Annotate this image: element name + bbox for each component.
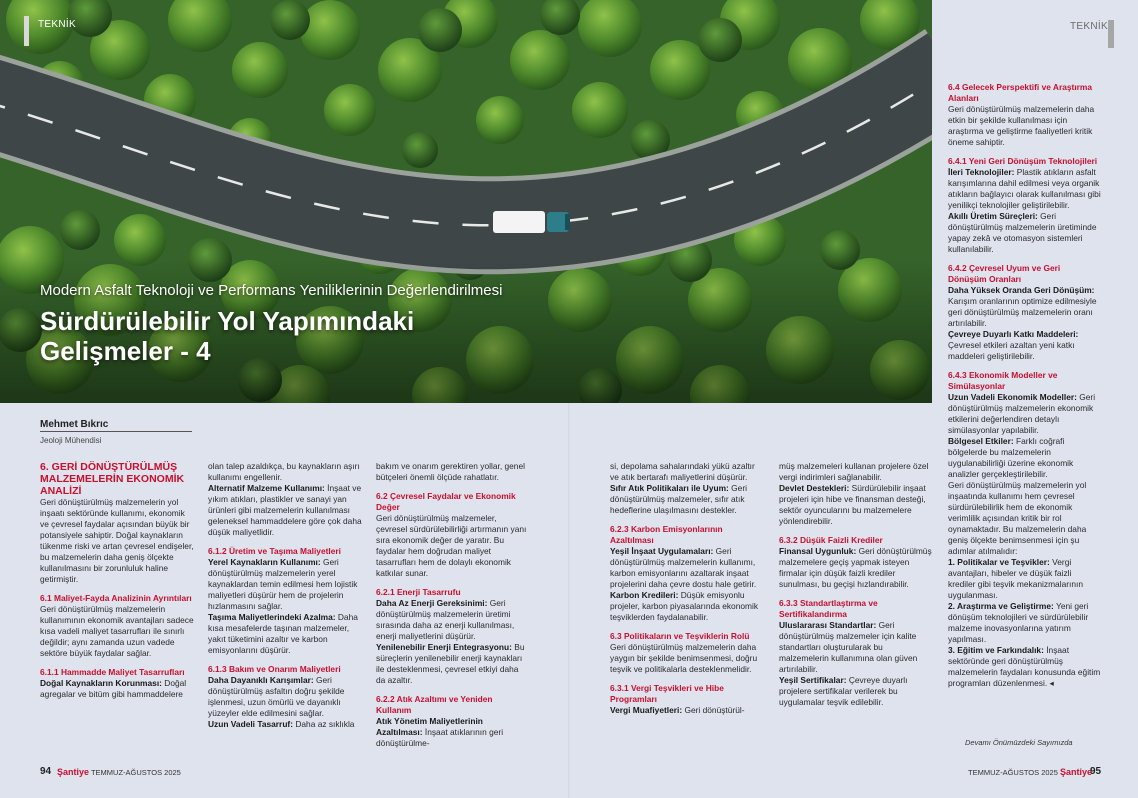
paragraph: Geri dönüştürülmüş malzemelerin daha yaygın bir şekilde benimsenmesi, doğru teşvik ve politikalarla desteklenmelidir. xyxy=(610,642,758,674)
spacer xyxy=(779,590,933,598)
paragraph-body: Bu süreçlerin yenilenebilir enerji kaynakları ile desteklenmesi, çevresel etkiyi daha da azaltır. xyxy=(376,642,525,685)
labeled-paragraph xyxy=(948,645,1101,689)
labeled-paragraph xyxy=(376,642,530,686)
labeled-paragraph xyxy=(779,483,933,527)
article-title-line1: Sürdürülebilir Yol Yapımındaki xyxy=(40,306,415,336)
text-column-3 xyxy=(376,461,530,749)
paragraph-lead: Yenilenebilir Enerji Entegrasyonu: xyxy=(376,642,512,652)
paragraph: müş malzemeleri kullanan projelere özel vergi indirimleri sağlanabilir. xyxy=(779,461,929,482)
subsection-heading: 6.2 Çevresel Faydalar ve Ekonomik Değer xyxy=(376,491,516,512)
truck xyxy=(493,211,570,233)
author-role: Jeoloji Mühendisi xyxy=(40,436,102,445)
subsection-heading: 6.3.3 Standartlaştırma ve Sertifikalandırma xyxy=(779,598,878,619)
paragraph-lead: Doğal Kaynakların Korunması: xyxy=(40,678,162,688)
subsection-heading: 6.2.2 Atık Azaltımı ve Yeniden Kullanım xyxy=(376,694,493,715)
paragraph-lead: Daha Az Enerji Gereksinimi: xyxy=(376,598,488,608)
paragraph-body: Karışım oranlarının optimize edilmesiyle geri dönüştürülmüş malzemelerin oranı artırılabilir. xyxy=(948,296,1097,328)
subsection-heading: 6.3.1 Vergi Teşvikleri ve Hibe Programları xyxy=(610,683,724,704)
labeled-paragraph xyxy=(610,590,764,623)
paragraph-lead: Atık Yönetim Maliyetlerinin Azaltılması: xyxy=(376,716,483,737)
paragraph-lead: İleri Teknolojiler: xyxy=(948,167,1015,177)
subsection-heading: 6.1.1 Hammadde Maliyet Tasarrufları xyxy=(40,667,185,677)
paragraph-lead: 2. Araştırma ve Geliştirme: xyxy=(948,601,1054,611)
issue-date-left: TEMMUZ-AĞUSTOS 2025 xyxy=(90,768,181,777)
section-tab-marker-right xyxy=(1108,20,1114,48)
subsection-heading: 6.2.1 Enerji Tasarrufu xyxy=(376,587,461,597)
paragraph-lead: 1. Politikalar ve Teşvikler: xyxy=(948,557,1050,567)
spacer xyxy=(948,255,1101,263)
labeled-paragraph xyxy=(208,719,362,730)
section-label-right: TEKNİK xyxy=(1070,21,1108,32)
paragraph-body: Çevresel etkileri azaltan yeni katkı maddeleri geliştirilebilir. xyxy=(948,340,1075,361)
paragraph-lead: Daha Yüksek Oranda Geri Dönüşüm: xyxy=(948,285,1095,295)
paragraph: Geri dönüştürülmüş malzemelerin yol inşaatında kullanımı hem çevresel sürdürülebilirlik hem de ekonomik verimlilik açısından kritik bir rol oynamaktadır. Bu malzemelerin daha geniş ölçekte benimsenmesi için şu adımlar atılmalıdır: xyxy=(948,480,1087,556)
subsection-heading: 6.1.2 Üretim ve Taşıma Maliyetleri xyxy=(208,546,341,556)
article-title-line2: Gelişmeler - 4 xyxy=(40,336,211,366)
labeled-paragraph xyxy=(948,167,1101,211)
spacer xyxy=(610,516,764,524)
labeled-paragraph xyxy=(376,716,530,749)
paragraph-lead: Devlet Destekleri: xyxy=(779,483,850,493)
paragraph-body: Plastik atıkların asfalt karışımlarına dahil edilmesi veya organik atıkların bağlayıcı olarak kullanılması gibi yenilikçi teknolojiler geliştirilebilir. xyxy=(948,167,1101,210)
spacer xyxy=(948,362,1101,370)
paragraph-body: Daha az sıklıkla xyxy=(293,719,355,729)
spacer xyxy=(779,527,933,535)
spacer xyxy=(610,675,764,683)
article-title xyxy=(40,306,560,366)
paragraph-lead: Alternatif Malzeme Kullanımı: xyxy=(208,483,325,493)
labeled-paragraph xyxy=(610,546,764,590)
spacer xyxy=(948,148,1101,156)
paragraph-lead: Daha Dayanıklı Karışımlar: xyxy=(208,675,314,685)
paragraph-body: Geri dönüştürülmüş malzemeler, sıfır atık hedeflerine ulaşılmasını destekler. xyxy=(610,483,747,515)
continued-note: Devamı Önümüzdeki Sayımızda xyxy=(965,738,1073,747)
paragraph-lead: 3. Eğitim ve Farkındalık: xyxy=(948,645,1044,655)
paragraph-body: Geri dönüştürülmüş asfaltın doğru şekilde işlenmesi, uzun ömürlü ve dayanıklı yüzeyler elde edilmesini sağlar. xyxy=(208,675,345,718)
paragraph-lead: Karbon Kredileri: xyxy=(610,590,679,600)
paragraph-body: Geri dönüştürülmüş malzemelerin ekonomik etkilerini değerlendiren detaylı simülasyonlar yapılabilir. xyxy=(948,392,1096,435)
text-column-4 xyxy=(610,461,764,716)
text-column-5 xyxy=(779,461,933,708)
spacer xyxy=(40,585,194,593)
paragraph-body: Geri dönüştürül- xyxy=(682,705,745,715)
brand-logo-left: Şantiye xyxy=(57,767,90,777)
labeled-paragraph xyxy=(948,285,1101,329)
paragraph-body: Geri dönüştürülmüş malzemelerin üretimi sırasında daha az enerji kullanılması, enerji maliyetlerini düşürür. xyxy=(376,598,515,641)
subsection-heading: 6.1 Maliyet-Fayda Analizinin Ayrıntıları xyxy=(40,593,192,603)
paragraph-body: İnşaat ve yıkım atıkları, plastikler ve sanayi yan ürünleri gibi malzemelerin kullanılması geleneksel hammaddelere göre çok daha düşük maliyetlidir. xyxy=(208,483,362,537)
spacer xyxy=(40,659,194,667)
paragraph-lead: Akıllı Üretim Süreçleri: xyxy=(948,211,1038,221)
labeled-paragraph xyxy=(948,601,1101,645)
spacer xyxy=(376,686,530,694)
labeled-paragraph xyxy=(610,705,764,716)
paragraph-lead: Bölgesel Etkiler: xyxy=(948,436,1014,446)
section-label-left: TEKNİK xyxy=(38,19,76,30)
paragraph: si, depolama sahalarındaki yükü azaltır ve atık bertarafı maliyetlerini düşürür. xyxy=(610,461,755,482)
subsection-heading: 6.4.1 Yeni Geri Dönüşüm Teknolojileri xyxy=(948,156,1098,166)
paragraph-body: Çevreye duyarlı projelere sertifikalar verilerek bu uygulamalar teşvik edilebilir. xyxy=(779,675,908,707)
paragraph-body: Yeni geri dönüşüm teknolojileri ve sürdürülebilir malzeme inovasyonlarına yatırım yapılması. xyxy=(948,601,1089,644)
brand-logo-right: Şantiye xyxy=(1059,767,1092,777)
paragraph: Geri dönüştürülmüş malzemeler, çevresel sürdürülebilirliği artırmanın yanı sıra ekonomik değer de yaratır. Bu faydalar hem doğrudan maliyet tasarrufları hem de dolaylı ekonomik katkılar sunar. xyxy=(376,513,527,578)
subsection-heading: 6.1.3 Bakım ve Onarım Maliyetleri xyxy=(208,664,341,674)
paragraph-body: İnşaat atıklarının geri dönüştürülme- xyxy=(376,727,504,748)
spacer xyxy=(376,483,530,491)
paragraph-lead: Yerel Kaynakların Kullanımı: xyxy=(208,557,321,567)
subsection-heading: 6.3.2 Düşük Faizli Krediler xyxy=(779,535,883,545)
labeled-paragraph xyxy=(948,392,1101,436)
labeled-paragraph xyxy=(610,483,764,516)
text-column-2 xyxy=(208,461,362,730)
labeled-paragraph xyxy=(948,211,1101,255)
paragraph-lead: Taşıma Maliyetlerindeki Azalma: xyxy=(208,612,336,622)
labeled-paragraph xyxy=(208,675,362,719)
footer-left xyxy=(57,767,181,777)
author-name: Mehmet Bıkrıc xyxy=(40,419,109,430)
text-column-1 xyxy=(40,461,194,700)
paragraph-lead: Finansal Uygunluk: xyxy=(779,546,857,556)
paragraph-body: Geri dönüştürülmüş malzemelerin yerel kaynaklardan temin edilmesi hem lojistik maliyetleri düşürür hem de projelerin hızlanmasını sağlar. xyxy=(208,557,358,611)
footer-right xyxy=(968,767,1092,777)
paragraph-body: Sürdürülebilir inşaat projeleri için hibe ve finansman desteği, sektör oyuncularını bu malzemelere yönlendirebilir. xyxy=(779,483,926,526)
paragraph-lead: Uluslararası Standartlar: xyxy=(779,620,877,630)
spacer xyxy=(376,579,530,587)
section-tab-marker xyxy=(24,16,29,46)
labeled-paragraph xyxy=(779,546,933,590)
paragraph-lead: Uzun Vadeli Tasarruf: xyxy=(208,719,294,729)
paragraph-lead: Yeşil Sertifikalar: xyxy=(779,675,847,685)
subsection-heading: 6.4.2 Çevresel Uyum ve Geri Dönüşüm Oranları xyxy=(948,263,1061,284)
paragraph: Geri dönüştürülmüş malzemelerin daha etkin bir şekilde kullanılması için araştırma ve geliştirme faaliyetleri kritik öneme sahiptir. xyxy=(948,104,1095,147)
spacer xyxy=(208,538,362,546)
labeled-paragraph xyxy=(779,620,933,675)
labeled-paragraph xyxy=(208,557,362,612)
subsection-heading: 6.2.3 Karbon Emisyonlarının Azaltılması xyxy=(610,524,723,545)
paragraph-body: Daha kısa mesafelerde taşınan malzemeler, yakıt tüketimini azaltır ve karbon emisyonlarını düşürür. xyxy=(208,612,358,655)
paragraph-body: Düşük emisyonlu projeler, karbon piyasalarında ekonomik teşviklerden faydalanabilir. xyxy=(610,590,759,622)
text-column-6 xyxy=(948,82,1101,689)
paragraph-lead: Uzun Vadeli Ekonomik Modeller: xyxy=(948,392,1077,402)
page-number-right: 95 xyxy=(1090,766,1102,777)
spacer xyxy=(208,656,362,664)
page-number-left: 94 xyxy=(40,766,52,777)
paragraph-lead: Çevreye Duyarlı Katkı Maddeleri: xyxy=(948,329,1079,339)
paragraph-body: Geri dönüştürülmüş malzemelerin üretiminde yapay zekâ ve otomasyon sistemleri kullanılabilir. xyxy=(948,211,1097,254)
labeled-paragraph xyxy=(40,678,194,700)
paragraph: bakım ve onarım gerektiren yollar, genel bütçeleri önemli ölçüde rahatlatır. xyxy=(376,461,525,482)
subsection-heading: 6.4 Gelecek Perspektifi ve Araştırma Alanları xyxy=(948,82,1093,103)
paragraph-lead: Vergi Muafiyetleri: xyxy=(610,705,683,715)
labeled-paragraph xyxy=(376,598,530,642)
paragraph-body: Farklı coğrafi bölgelerde bu malzemelerin uygulanabilirliği üzerine ekonomik analizler gerçekleştirilebilir. xyxy=(948,436,1074,479)
page-gutter xyxy=(568,403,570,798)
labeled-paragraph xyxy=(948,329,1101,362)
paragraph: Geri dönüştürülmüş malzemelerin kullanımının ekonomik avantajları sadece kısa vadeli maliyet tasarrufları ile sınırlı değildir; aynı zamanda uzun vadede sektöre büyük faydalar sağlar. xyxy=(40,604,194,658)
subsection-heading: 6.4.3 Ekonomik Modeller ve Simülasyonlar xyxy=(948,370,1058,391)
section-heading: 6. GERİ DÖNÜŞTÜRÜLMÜŞ MALZEMELERİN EKONOMİK ANALİZİ xyxy=(40,461,185,497)
issue-date-right: TEMMUZ-AĞUSTOS 2025 xyxy=(968,768,1058,777)
paragraph-lead: Yeşil İnşaat Uygulamaları: xyxy=(610,546,714,556)
author-divider xyxy=(40,431,192,432)
labeled-paragraph xyxy=(779,675,933,708)
labeled-paragraph xyxy=(208,483,362,538)
paragraph-body: Vergi avantajları, hibeler ve düşük faizli krediler gibi teşvik mekanizmalarının uygulanması. xyxy=(948,557,1083,600)
paragraph-body: Geri dönüştürülmüş malzemelerin kullanımı, karbon emisyonlarını azaltarak inşaat projelerini daha çevre dostu hale getirir. xyxy=(610,546,757,589)
paragraph-lead: Sıfır Atık Politikaları ile Uyum: xyxy=(610,483,729,493)
paragraph-body: İnşaat sektöründe geri dönüştürülmüş malzemelerin faydaları konusunda eğitim programları düzenlenmesi. ◂ xyxy=(948,645,1101,688)
labeled-paragraph xyxy=(208,612,362,656)
paragraph-body: Doğal agregalar ve bitüm gibi hammaddelere xyxy=(40,678,187,699)
paragraph: olan talep azaldıkça, bu kaynakların aşırı kullanımı engellenir. xyxy=(208,461,360,482)
paragraph-body: Geri dönüştürülmüş malzemeler için kalite standartları oluşturularak bu malzemelerin kullanımına olan güven artırılabilir. xyxy=(779,620,918,674)
labeled-paragraph xyxy=(948,557,1101,601)
subsection-heading: 6.3 Politikaların ve Teşviklerin Rolü xyxy=(610,631,750,641)
paragraph: Geri dönüştürülmüş malzemelerin yol inşaatı sektöründe kullanımı, ekonomik ve çevresel faydalar açısından büyük bir potansiyele sahiptir. Doğal kaynakların tükenme riski ve artan çevresel endişeler, bu malzemelerin daha geniş ölçekte kullanılmasını bir zorunluluk haline getirmiştir. xyxy=(40,497,194,584)
labeled-paragraph xyxy=(948,436,1101,480)
spacer xyxy=(610,623,764,631)
paragraph-body: Geri dönüştürülmüş malzemelere geçiş yapmak isteyen firmalar için düşük faizli krediler sunulması, bu geçişi hızlandırabilir. xyxy=(779,546,932,589)
article-subtitle: Modern Asfalt Teknoloji ve Performans Yeniliklerinin Değerlendirilmesi xyxy=(40,282,503,299)
